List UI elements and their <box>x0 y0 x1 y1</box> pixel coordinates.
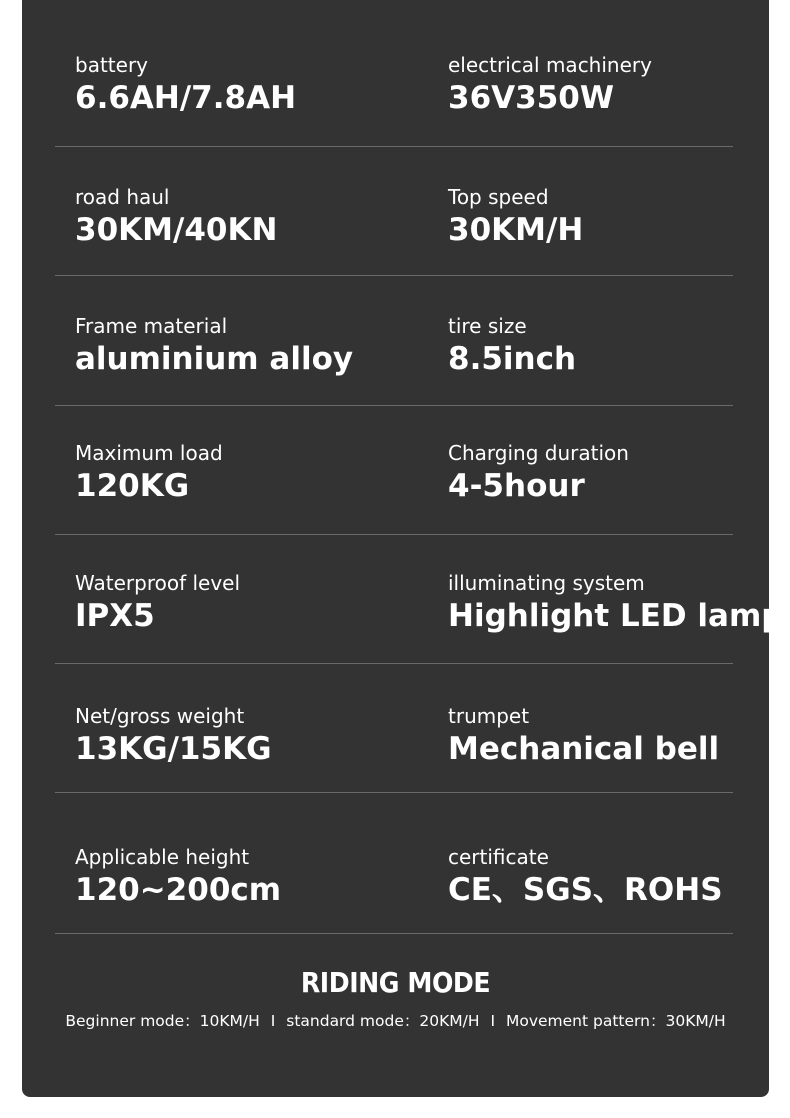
spec-value: aluminium alloy <box>75 341 354 377</box>
spec-maximum-load <box>75 441 223 505</box>
spec-value: Mechanical bell <box>448 731 720 767</box>
spec-road-haul <box>75 185 277 249</box>
spec-value: 30KM/H <box>448 212 584 248</box>
spec-applicable-height <box>75 845 281 909</box>
spec-net-gross-weight <box>75 704 272 768</box>
riding-mode-title: RIDING MODE <box>300 966 491 999</box>
riding-mode-standard: standard mode：20KM/H <box>286 1012 480 1030</box>
spec-label: road haul <box>75 185 170 209</box>
spec-value: CE、SGS、ROHS <box>448 872 723 908</box>
spec-value: Highlight LED lamp <box>448 598 784 634</box>
spec-label: Applicable height <box>75 845 250 869</box>
row-divider <box>55 534 733 535</box>
spec-frame-material <box>75 314 353 378</box>
spec-value: 8.5inch <box>448 341 577 377</box>
spec-label: trumpet <box>448 704 530 728</box>
spec-value: 13KG/15KG <box>75 731 272 767</box>
spec-label: tire size <box>448 314 527 338</box>
mode-separator: I <box>490 1012 496 1030</box>
mode-separator: I <box>270 1012 276 1030</box>
spec-label: Top speed <box>448 185 549 209</box>
spec-panel <box>22 0 784 1097</box>
riding-mode-list <box>22 1009 769 1031</box>
spec-label: Maximum load <box>75 441 223 465</box>
spec-value: 120KG <box>75 468 190 504</box>
spec-certificate <box>448 845 723 909</box>
riding-mode-movement: Movement pattern：30KM/H <box>505 1012 726 1030</box>
spec-value: 4-5hour <box>448 468 585 504</box>
row-divider <box>55 663 733 664</box>
spec-value: 120~200cm <box>75 872 282 908</box>
row-divider <box>55 146 733 147</box>
spec-label: battery <box>75 53 148 77</box>
spec-label: Charging duration <box>448 441 629 465</box>
spec-value: 36V350W <box>448 80 615 116</box>
spec-electrical-machinery <box>448 53 652 117</box>
spec-label: Waterproof level <box>75 571 241 595</box>
riding-mode-beginner: Beginner mode：10KM/H <box>65 1012 260 1030</box>
spec-label: Net/gross weight <box>75 704 245 728</box>
spec-value: 30KM/40KN <box>75 212 278 248</box>
spec-label: illuminating system <box>448 571 645 595</box>
spec-battery <box>75 53 296 117</box>
row-divider <box>55 405 733 406</box>
spec-waterproof-level <box>75 571 240 635</box>
spec-top-speed <box>448 185 583 249</box>
row-divider <box>55 933 733 934</box>
spec-trumpet <box>448 704 719 768</box>
spec-value: 6.6AH/7.8AH <box>75 80 297 116</box>
spec-illuminating-system <box>448 571 783 635</box>
spec-label: Frame material <box>75 314 228 338</box>
spec-tire-size <box>448 314 576 378</box>
row-divider <box>55 275 733 276</box>
spec-label: electrical machinery <box>448 53 652 77</box>
row-divider <box>55 792 733 793</box>
spec-label: certificate <box>448 845 549 869</box>
spec-value: IPX5 <box>75 598 155 634</box>
spec-charging-duration <box>448 441 629 505</box>
